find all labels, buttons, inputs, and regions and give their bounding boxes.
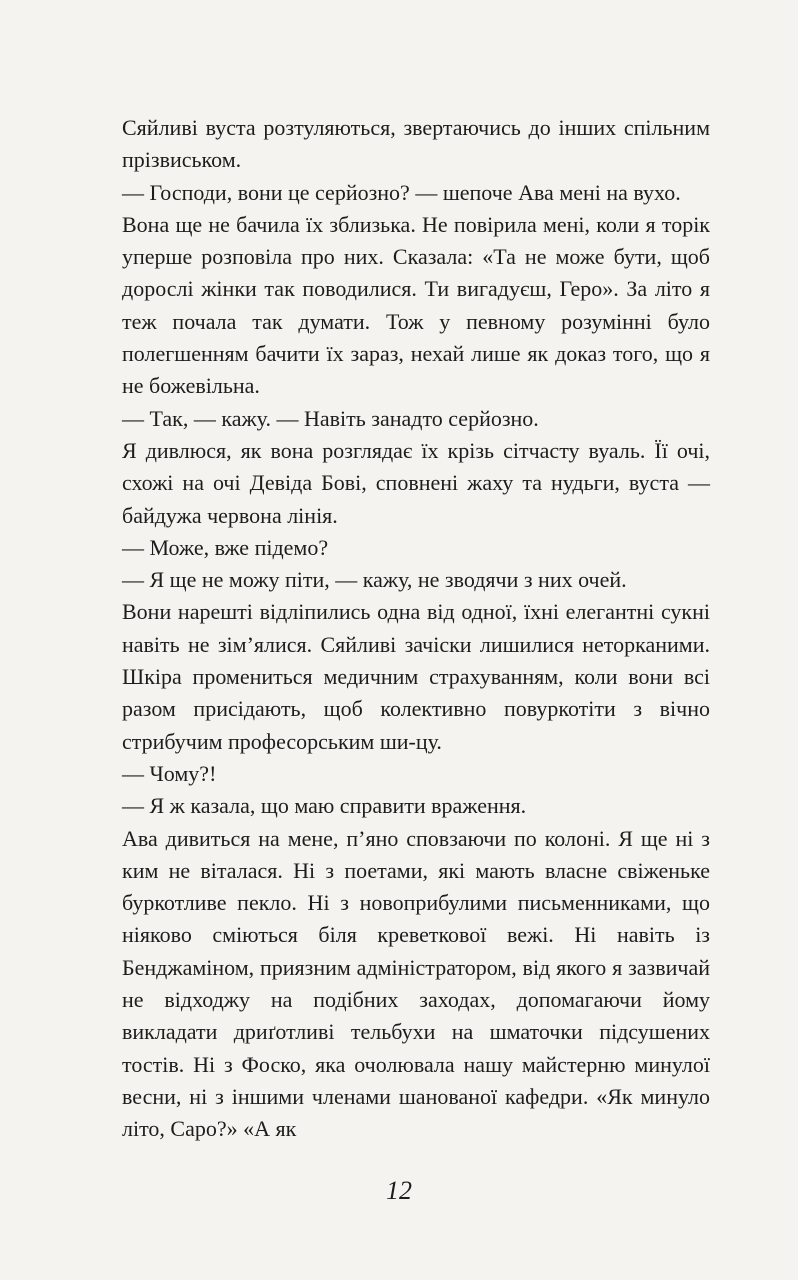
- paragraph: — Я ще не можу піти, — кажу, не зводячи з них очей.: [122, 567, 627, 593]
- paragraph: — Чому?!: [122, 760, 217, 786]
- paragraph: Вона ще не бачила їх зблизька. Не повірила мені, коли я торік уперше розповіла про них. Сказала: «Та не може бути, щоб дорослі жінки так поводилися. Ти вигадуєш, Геро». За літо я теж почала так думати. Тож у певному розумінні було полегшенням бачити їх зараз, нехай лише як доказ того, що я не божевільна.: [122, 211, 710, 399]
- page-number: 12: [386, 1176, 412, 1205]
- paragraph: — Я ж казала, що маю справити враження.: [122, 793, 527, 819]
- paragraph: Вони нарешті відліпились одна від одної, їхні елегантні сукні навіть не зім’ялися. Сяйливі зачіски лишилися неторканими. Шкіра промениться медичним страхуванням, коли вони всі разом присідають, щоб колективно повуркотіти з вічно стрибучим професорським ши-цу.: [122, 599, 710, 754]
- paragraph: Сяйливі вуста розтуляються, звертаючись до інших спільним прізвиськом.: [122, 115, 710, 173]
- page-text-block: [122, 112, 710, 1146]
- paragraph: Ава дивиться на мене, п’яно сповзаючи по колоні. Я ще ні з ким не віталася. Ні з поетами, які мають власне свіженьке буркотливе пекло. Ні з новоприбулими письменниками, що ніяково сміються біля креветкової вежі. Ні навіть із Бенджаміном, приязним адміністратором, від якого я зазвичай не відходжу на подібних заходах, допомагаючи йому викладати дриґотливі тельбухи на шматочки підсушених тостів. Ні з Фоско, яка очолювала нашу майстерню минулої весни, ні з іншими членами шанованої кафедри. «Як минуло літо, Саро?» «А як: [122, 825, 710, 1142]
- paragraph: Я дивлюся, як вона розглядає їх крізь сітчасту вуаль. Її очі, схожі на очі Девіда Бові, сповнені жаху та нудьги, вуста — байдужа червона лінія.: [122, 437, 710, 528]
- paragraph: — Господи, вони це серйозно? — шепоче Ава мені на вухо.: [122, 179, 681, 205]
- paragraph: — Так, — кажу. — Навіть занадто серйозно.: [122, 405, 539, 431]
- paragraph: — Може, вже підемо?: [122, 534, 329, 560]
